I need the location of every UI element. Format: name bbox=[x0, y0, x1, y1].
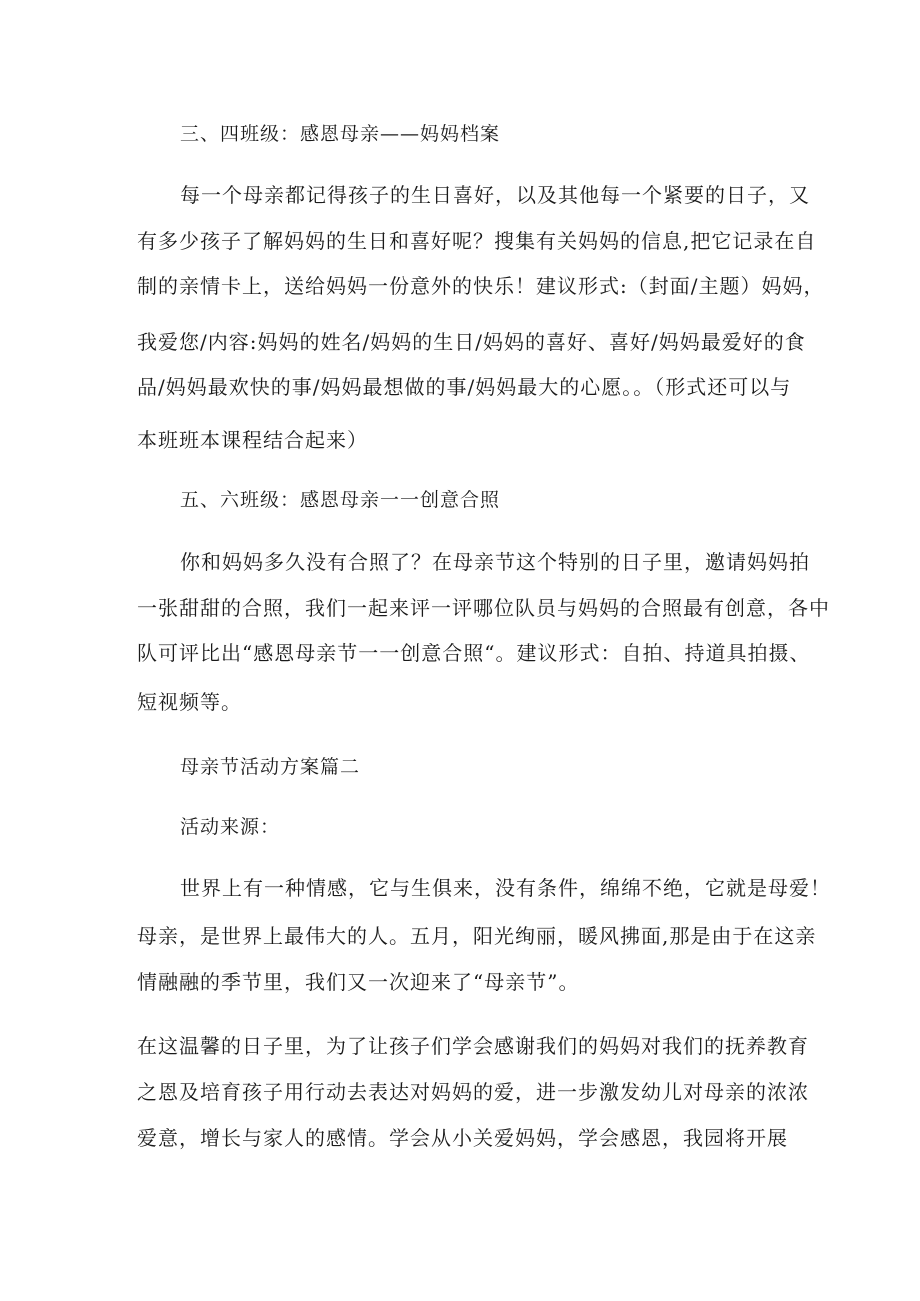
paragraph-line: 爱意，增长与家人的感情。学会从小关爱妈妈，学会感恩，我园将开展 bbox=[137, 1126, 788, 1150]
paragraph-line: 母亲，是世界上最伟大的人。五月，阳光绚丽，暖风拂面,那是由于在这亲 bbox=[137, 924, 817, 948]
paragraph-line: 之恩及培育孩子用行动去表达对妈妈的爱，进一步激发幼儿对母亲的浓浓 bbox=[137, 1080, 809, 1104]
paragraph-line: 世界上有一种情感，它与生俱来，没有条件，绵绵不绝，它就是母爱！ bbox=[180, 876, 831, 900]
paragraph-line: 情融融的季节里，我们又一次迎来了“母亲节”。 bbox=[137, 970, 580, 994]
paragraph-line: 本班班本课程结合起来） bbox=[137, 428, 368, 452]
section-heading: 五、六班级：感恩母亲一一创意合照 bbox=[180, 489, 501, 511]
paragraph-line: 制的亲情卡上，送给妈妈一份意外的快乐！建议形式:（封面/主题）妈妈， bbox=[137, 274, 825, 298]
paragraph-line: 队可评比出“感恩母亲节一一创意合照“。建议形式：自拍、持道具拍摄、 bbox=[137, 641, 811, 665]
paragraph-line: 有多少孩子了解妈妈的生日和喜好呢？搜集有关妈妈的信息,把它记录在自 bbox=[137, 229, 817, 253]
paragraph-line: 每一个母亲都记得孩子的生日喜好，以及其他每一个紧要的日子，又 bbox=[180, 183, 810, 207]
paragraph-line: 短视频等。 bbox=[137, 690, 242, 714]
paragraph-line: 你和妈妈多久没有合照了？在母亲节这个特别的日子里，邀请妈妈拍 bbox=[180, 550, 810, 574]
paragraph-line: 品/妈妈最欢快的事/妈妈最想做的事/妈妈最大的心愿。。（形式还可以与 bbox=[137, 375, 792, 399]
paragraph-line: 一张甜甜的合照，我们一起来评一评哪位队员与妈妈的合照最有创意，各中 bbox=[137, 596, 830, 620]
section-heading: 三、四班级：感恩母亲——妈妈档案 bbox=[180, 123, 501, 145]
paragraph-line: 在这温馨的日子里，为了让孩子们学会感谢我们的妈妈对我们的抚养教育 bbox=[137, 1034, 809, 1058]
paragraph-line: 我爱您/内容:妈妈的姓名/妈妈的生日/妈妈的喜好、喜好/妈妈最爱好的食 bbox=[137, 330, 806, 354]
source-label: 活动来源： bbox=[180, 816, 281, 838]
article-subtitle: 母亲节活动方案篇二 bbox=[180, 756, 361, 778]
